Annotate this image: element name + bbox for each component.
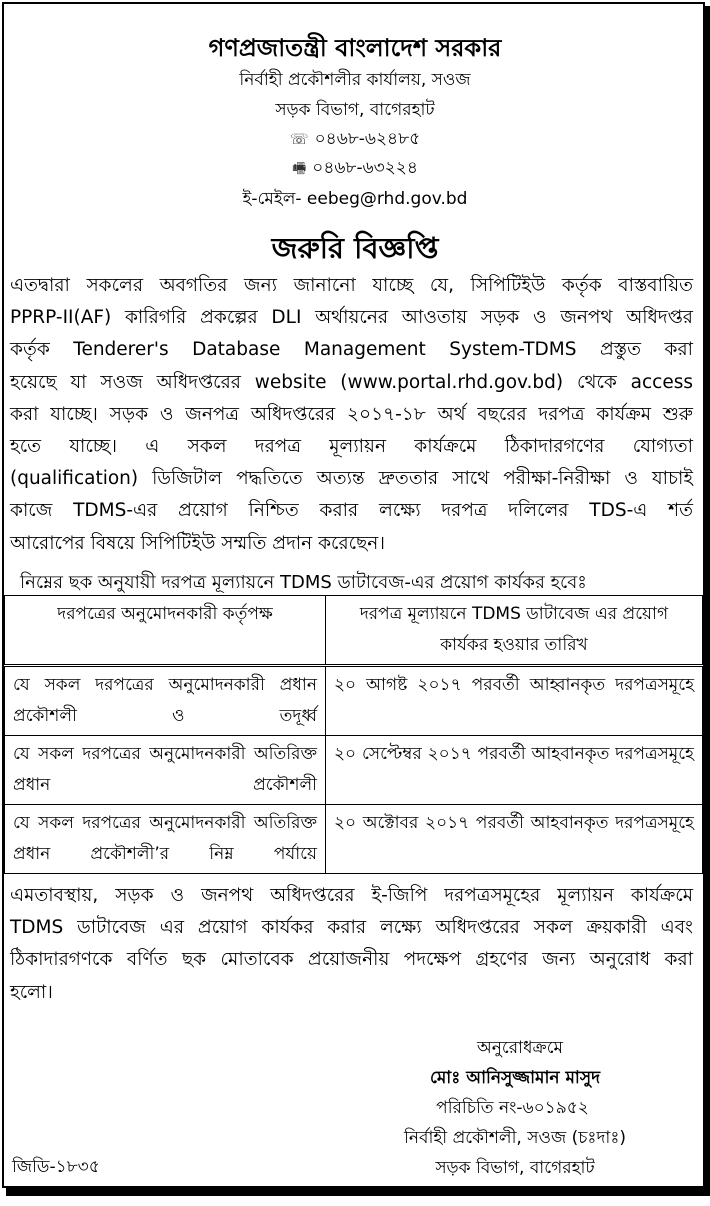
email-line (0, 186, 710, 214)
body-line: হতে যাচ্ছে। এ সকল দরপত্র মূল্যায়ন কার্যক্রমে ঠিকাদারগণের যোগ্যতা (10, 436, 693, 458)
closing-line: ঠিকাদারগণকে বর্ণিত ছক মোতাবেক প্রয়োজনীয় পদক্ষেপ গ্রহণের জন্য অনুরোধ করা (10, 949, 693, 971)
telephone-icon: ☏ (289, 130, 309, 148)
closing-line: TDMS ডাটাবেজ এর প্রয়োগ কার্যকর করার লক্ষ্যে অধিদপ্তরের সকল ক্রয়কারী এবং (10, 917, 693, 939)
table-row (5, 666, 703, 736)
government-title: গণপ্রজাতন্ত্রী বাংলাদেশ সরকার (208, 34, 502, 62)
body-paragraph (10, 270, 693, 560)
body-line: কাজে TDMS-এর প্রয়োগ নিশ্চিত করার লক্ষ্যে দরপত্র দলিলের TDS-এ শর্ত (10, 500, 693, 522)
body-line: করা যাচ্ছে। সড়ক ও জনপত্র অধিদপ্তরের ২০১৭-১৮ অর্থ বছরের দরপত্র কার্যক্রম শুরু (10, 403, 693, 425)
table-header: দরপত্রের অনুমোদনকারী কর্তৃপক্ষ (5, 596, 326, 666)
closing-line: হলো। (10, 981, 53, 1003)
table-cell: ২০ সেপ্টেম্বর ২০১৭ পরবর্তী আহবানকৃত দরপত্রসমূহে (326, 736, 703, 805)
signatory-id: পরিচিতি নং-৬০১৯৫২ (436, 1098, 589, 1118)
body-line: আরোপের বিষয়ে সিপিটিইউ সম্মতি প্রদান করেছেন। (10, 532, 385, 554)
table-header: দরপত্র মূল্যায়নে TDMS ডাটাবেজ এর প্রয়োগ কার্যকর হওয়ার তারিখ (326, 596, 703, 666)
phone-number: ০৪৬৮-৬২৪৮৫ (314, 129, 421, 149)
signature-request: অনুরোধক্রমে (477, 1038, 563, 1058)
table-cell: ২০ আগষ্ট ২০১৭ পরবর্তী আহ্বানকৃত দরপত্রসমূহে (326, 666, 703, 736)
signatory-designation: নির্বাহী প্রকৌশলী, সওজ (চঃদাঃ) (403, 1128, 627, 1148)
body-line: (qualification) ডিজিটাল পদ্ধতিতে অত্যন্ত দ্রুততার সাথে পরীক্ষা-নিরীক্ষা ও যাচাই (10, 468, 693, 490)
table-row (5, 805, 703, 874)
notice-shadow-right (705, 6, 710, 1196)
signatory-division: সড়ক বিভাগ, বাগেরহাট (435, 1158, 595, 1178)
signatory-name: মোঃ আনিসুজ্জামান মাসুদ (429, 1068, 601, 1088)
fax-line (0, 155, 710, 183)
notice-shadow-bottom (6, 1188, 710, 1196)
fax-icon: 🖷 (292, 159, 307, 177)
schedule-table (4, 595, 703, 874)
closing-paragraph (10, 880, 693, 1009)
table-cell: যে সকল দরপত্রের অনুমোদনকারী প্রধান প্রকৌশলী ও তদূর্ধ্ব (5, 666, 326, 736)
closing-line: এমতাবস্থায়, সড়ক ও জনপথ অধিদপ্তরের ই-জিপি দরপত্রসমূহের মূল্যায়ন কার্যক্রমে (10, 885, 693, 906)
fax-number: ০৪৬৮-৬৩২২৪ (312, 158, 418, 178)
notice-title: জরুরি বিজ্ঞপ্তি (271, 231, 439, 265)
table-cell: ২০ অক্টোবর ২০১৭ পরবর্তী আহবানকৃত দরপত্রসমূহে (326, 805, 703, 874)
table-cell: যে সকল দরপত্রের অনুমোদনকারী অতিরিক্ত প্রধান প্রকৌশলী’র নিম্ন পর্যায়ে (5, 805, 326, 874)
body-line: এতদ্বারা সকলের অবগতির জন্য জানানো যাচ্ছে যে, সিপিটিইউ কর্তৃক বাস্তবায়িত (10, 275, 693, 296)
body-line: হয়েছে যা সওজ অধিদপ্তরের website (www.portal.rhd.gov.bd) থেকে access (10, 371, 693, 393)
table-row (5, 736, 703, 805)
table-cell: যে সকল দরপত্রের অনুমোদনকারী অতিরিক্ত প্রধান প্রকৌশলী (5, 736, 326, 805)
table-intro: নিম্নের ছক অনুযায়ী দরপত্র মূল্যায়নে TDMS ডাটাবেজ-এর প্রয়োগ কার্যকর হবেঃ (20, 572, 587, 593)
table-header-row (5, 596, 703, 666)
gd-number: জিডি-১৮৩৫ (12, 1157, 100, 1177)
body-line: PPRP-II(AF) কারিগরি প্রকল্পের DLI অর্থায়নের আওতায় সড়ক ও জনপথ অধিদপ্তর (10, 307, 693, 329)
email-address[interactable]: eebeg@rhd.gov.bd (306, 189, 468, 209)
phone-line (0, 126, 710, 154)
body-line: কর্তৃক Tenderer's Database Management System-TDMS প্রস্তুত করা (10, 339, 693, 361)
office-name: নির্বাহী প্রকৌশলীর কার্যালয়, সওজ (239, 70, 471, 90)
email-label: ই-মেইল- (242, 189, 302, 209)
division-name: সড়ক বিভাগ, বাগেরহাট (275, 100, 435, 120)
